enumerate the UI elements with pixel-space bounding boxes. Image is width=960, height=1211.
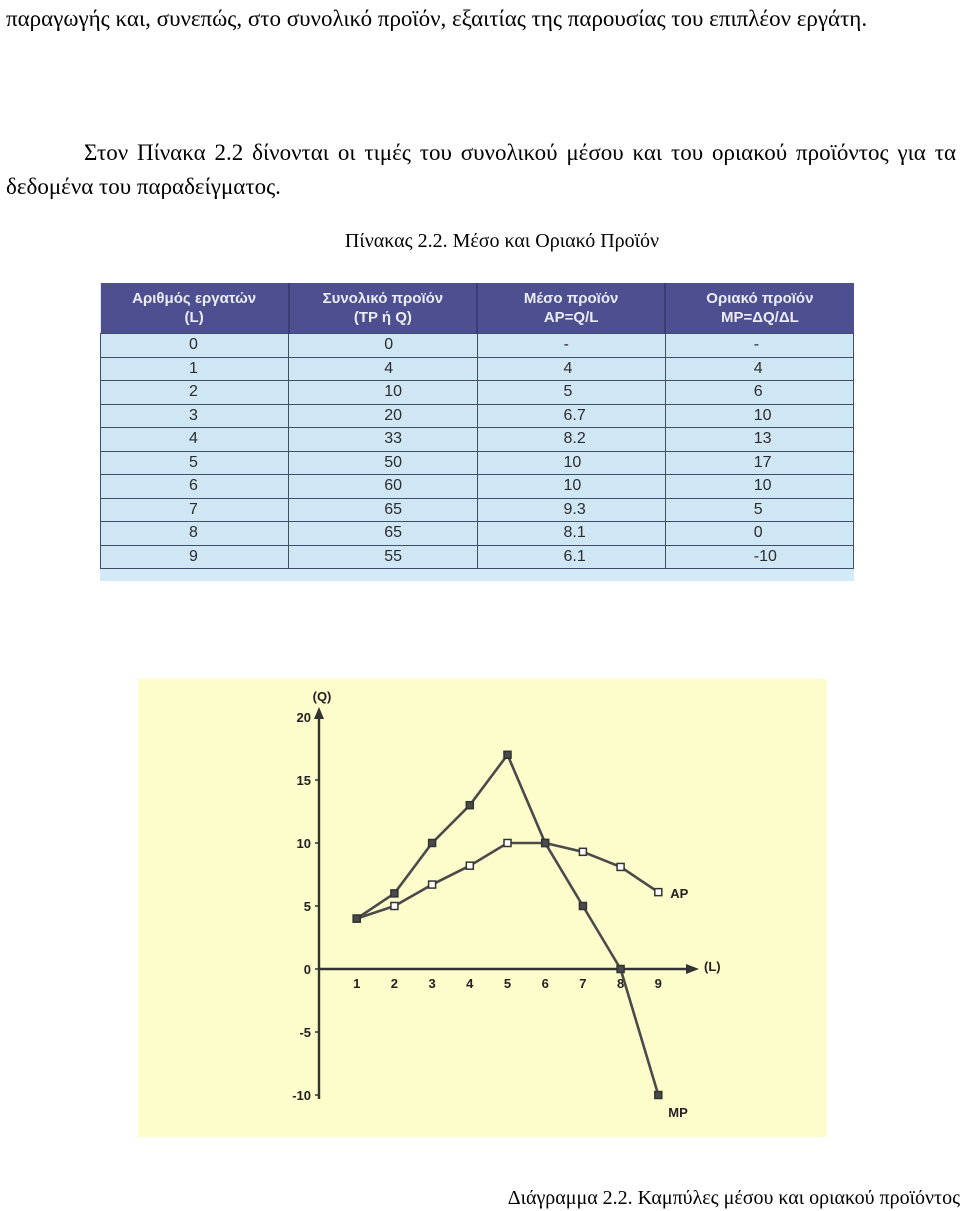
x-tick-label: 6 bbox=[541, 976, 549, 991]
figure-caption: Διάγραμμα 2.2. Καμπύλες μέσου και οριακού προϊόντος bbox=[507, 1187, 960, 1209]
table-row bbox=[101, 381, 854, 405]
paragraph-intro: παραγωγής και, συνεπώς, στο συνολικό προϊόν, εξαιτίας της παρουσίας του επιπλέον εργάτη. bbox=[6, 6, 868, 31]
x-tick-label: 9 bbox=[654, 976, 662, 991]
data-point-ap bbox=[429, 881, 436, 888]
chart-labels bbox=[313, 689, 721, 1120]
header-line: Συνολικό προϊόν bbox=[322, 290, 444, 307]
paragraph-table-reference: Στον Πίνακα 2.2 δίνονται οι τιμές του συνολικού μέσου και του οριακού προϊόντος για τα δεδομένα του παραδείγματος. bbox=[6, 140, 956, 199]
data-point-mp bbox=[579, 903, 586, 910]
data-point-ap bbox=[655, 889, 662, 896]
table-cell: 5 bbox=[101, 451, 289, 475]
table-cell: 8.2 bbox=[477, 428, 665, 452]
data-point-mp bbox=[429, 840, 436, 847]
table-cell: 4 bbox=[665, 357, 853, 381]
table-caption: Πίνακας 2.2. Μέσο και Οριακό Προϊόν bbox=[344, 230, 660, 252]
chart-lines bbox=[357, 755, 659, 1095]
data-point-ap bbox=[504, 840, 511, 847]
table-row bbox=[101, 404, 854, 428]
table-cell: 65 bbox=[289, 522, 477, 546]
y-tick-label: 15 bbox=[296, 773, 311, 788]
header-line: (L) bbox=[184, 309, 204, 326]
table-cell: 3 bbox=[101, 404, 289, 428]
header-line: Αριθμός εργατών bbox=[132, 290, 257, 307]
y-axis-label: (Q) bbox=[312, 689, 332, 704]
chart-markers bbox=[353, 751, 662, 1098]
table-cell: 2 bbox=[101, 381, 289, 405]
x-axis-arrow bbox=[686, 964, 699, 974]
series-line-ap bbox=[357, 843, 659, 919]
table-cell: 13 bbox=[665, 428, 853, 452]
y-tick-label: 5 bbox=[303, 899, 311, 914]
table-cell: 10 bbox=[477, 451, 665, 475]
x-axis-label: (L) bbox=[704, 959, 721, 974]
y-tick-label: -5 bbox=[299, 1025, 311, 1040]
x-tick-label: 7 bbox=[579, 976, 587, 991]
table-cell: 33 bbox=[289, 428, 477, 452]
table-cell: 60 bbox=[289, 475, 477, 499]
table-row bbox=[101, 428, 854, 452]
y-tick-label: 20 bbox=[296, 710, 311, 725]
table-cell: 4 bbox=[289, 357, 477, 381]
x-tick-label: 4 bbox=[466, 976, 474, 991]
table-row bbox=[101, 334, 854, 358]
data-point-mp bbox=[353, 915, 360, 922]
y-tick-label: 10 bbox=[296, 836, 311, 851]
table-cell: 8 bbox=[101, 522, 289, 546]
table-header-cell bbox=[101, 283, 289, 334]
x-tick-label: 2 bbox=[390, 976, 399, 991]
table-cell: 10 bbox=[665, 404, 853, 428]
data-point-mp bbox=[655, 1092, 662, 1099]
table-cell: 5 bbox=[665, 498, 853, 522]
header-line: MP=ΔQ/ΔL bbox=[720, 309, 799, 326]
table-cell: 0 bbox=[101, 334, 289, 358]
table-cell: 6 bbox=[101, 475, 289, 499]
chart-ticks bbox=[292, 710, 662, 1103]
data-point-ap bbox=[617, 863, 624, 870]
table-cell: 9.3 bbox=[477, 498, 665, 522]
table-cell: 65 bbox=[289, 498, 477, 522]
table-cell: 4 bbox=[477, 357, 665, 381]
table-cell: 6.1 bbox=[477, 545, 665, 569]
product-table-container bbox=[100, 283, 854, 581]
y-tick-label: -10 bbox=[292, 1088, 311, 1103]
data-point-ap bbox=[391, 903, 398, 910]
series-label-ap: AP bbox=[670, 886, 689, 902]
x-tick-label: 8 bbox=[616, 976, 625, 991]
table-cell: 20 bbox=[289, 404, 477, 428]
table-cell: 10 bbox=[289, 381, 477, 405]
table-row bbox=[101, 522, 854, 546]
header-line: Μέσο προϊόν bbox=[523, 290, 619, 307]
data-point-mp bbox=[542, 840, 549, 847]
table-cell: 5 bbox=[477, 381, 665, 405]
series-label-mp: MP bbox=[668, 1105, 688, 1120]
table-cell: 1 bbox=[101, 357, 289, 381]
table-cell: 10 bbox=[477, 475, 665, 499]
header-line: (TP ή Q) bbox=[353, 309, 412, 326]
data-point-mp bbox=[617, 966, 624, 973]
table-cell: 4 bbox=[101, 428, 289, 452]
table-cell: 10 bbox=[665, 475, 853, 499]
table-header-cell bbox=[477, 283, 665, 334]
table-row bbox=[101, 451, 854, 475]
header-line: AP=Q/L bbox=[543, 309, 599, 326]
table-cell: - bbox=[665, 334, 853, 358]
data-point-mp bbox=[504, 751, 511, 758]
table-row bbox=[101, 475, 854, 499]
table-cell: 8.1 bbox=[477, 522, 665, 546]
table-cell: 0 bbox=[665, 522, 853, 546]
table-cell: 0 bbox=[289, 334, 477, 358]
data-point-mp bbox=[391, 890, 398, 897]
data-point-ap bbox=[466, 862, 473, 869]
table-cell: 6.7 bbox=[477, 404, 665, 428]
ap-mp-chart bbox=[138, 679, 827, 1137]
table-cell: - bbox=[477, 334, 665, 358]
y-tick-label: 0 bbox=[303, 962, 311, 977]
table-row bbox=[101, 545, 854, 569]
table-row bbox=[101, 357, 854, 381]
table-cell: 55 bbox=[289, 545, 477, 569]
data-point-ap bbox=[579, 848, 586, 855]
table-body bbox=[101, 334, 854, 569]
table-cell: -10 bbox=[665, 545, 853, 569]
x-tick-label: 3 bbox=[428, 976, 436, 991]
table-cell: 17 bbox=[665, 451, 853, 475]
table-cell: 50 bbox=[289, 451, 477, 475]
table-row bbox=[101, 498, 854, 522]
x-tick-label: 1 bbox=[353, 976, 361, 991]
data-point-mp bbox=[466, 802, 473, 809]
series-line-mp bbox=[357, 755, 659, 1095]
x-tick-label: 5 bbox=[503, 976, 512, 991]
table-header-row bbox=[101, 283, 854, 334]
table-cell: 7 bbox=[101, 498, 289, 522]
table-cell: 9 bbox=[101, 545, 289, 569]
header-line: Οριακό προϊόν bbox=[706, 290, 814, 307]
product-table bbox=[100, 283, 854, 569]
table-cell: 6 bbox=[665, 381, 853, 405]
table-header-cell bbox=[665, 283, 853, 334]
table-header-cell bbox=[289, 283, 477, 334]
